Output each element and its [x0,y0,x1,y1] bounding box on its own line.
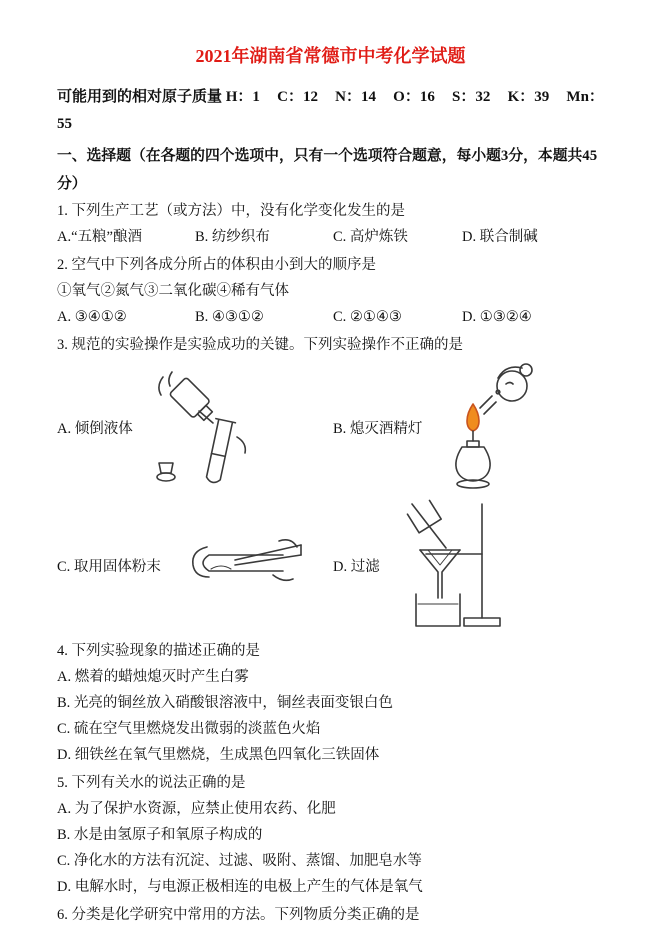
mass-entry-o: O：16 [393,89,435,105]
q3-option-a [57,360,333,494]
q2-option-b: B. ④③①② [195,309,264,325]
q3-option-d-label: D. 过滤 [333,558,380,575]
question-5-stem: 5. 下列有关水的说法正确的是 [57,775,246,791]
q5-option-b: B. 水是由氢原子和氧原子构成的 [57,827,263,843]
q3-option-a-label: A. 倾倒液体 [57,420,133,437]
adding-solid-powder-illustration-icon [177,529,312,601]
q4-option-a: A. 燃着的蜡烛熄灭时产生白雾 [57,669,249,685]
q5-option-d: D. 电解水时，与电源正极相连的电极上产生的气体是氧气 [57,879,423,895]
atomic-mass-line [57,84,604,110]
question-3-options [57,360,604,632]
atomic-mass-wrapped-value: 55 [57,116,72,132]
mass-entry-s: S：32 [452,89,491,105]
q2-option-c: C. ②①④③ [333,309,402,325]
question-2-items: ①氧气②氮气③二氧化碳④稀有气体 [57,283,289,299]
question-2-options [57,304,604,330]
question-1 [57,198,604,250]
q3-option-c-label: C. 取用固体粉末 [57,558,161,575]
question-6-stem: 6. 分类是化学研究中常用的方法。下列物质分类正确的是 [57,907,420,923]
question-3-stem: 3. 规范的实验操作是实验成功的关键。下列实验操作不正确的是 [57,337,463,353]
question-4-stem: 4. 下列实验现象的描述正确的是 [57,643,260,659]
question-1-options [57,224,604,250]
q4-option-b: B. 光亮的铜丝放入硝酸银溶液中，铜丝表面变银白色 [57,695,393,711]
mass-entry-mn: Mn： [566,89,604,105]
q4-option-d: D. 细铁丝在氧气里燃烧，生成黑色四氧化三铁固体 [57,747,380,763]
pouring-liquid-illustration-icon [149,367,261,487]
q5-option-c: C. 净化水的方法有沉淀、过滤、吸附、蒸馏、加肥皂水等 [57,853,422,869]
section-1-title: 一、选择题（在各题的四个选项中，只有一个选项符合题意，每小题3分，本题共45分） [57,148,598,192]
mass-entry-k: K：39 [507,89,550,105]
q2-option-d: D. ①③②④ [462,309,532,325]
q1-option-c: C. 高炉炼铁 [333,229,408,245]
question-1-stem: 1. 下列生产工艺（或方法）中，没有化学变化发生的是 [57,203,405,219]
q5-option-a: A. 为了保护水资源，应禁止使用农药、化肥 [57,801,336,817]
question-6 [57,902,604,928]
mass-entry-c: C：12 [277,89,318,105]
question-4 [57,638,604,768]
q3-option-d [333,498,604,632]
q3-option-b-label: B. 熄灭酒精灯 [333,420,423,437]
q4-option-c: C. 硫在空气里燃烧发出微弱的淡蓝色火焰 [57,721,321,737]
q3-option-c [57,498,333,632]
q1-option-a: A.“五粮”酿酒 [57,229,142,245]
question-2 [57,252,604,330]
page-title: 2021年湖南省常德市中考化学试题 [195,46,466,66]
mass-entry-n: N：14 [335,89,376,105]
atomic-mass-label: 可能用到的相对原子质量 H：1 [57,89,260,105]
q2-option-a: A. ③④①② [57,309,127,325]
q1-option-b: B. 纺纱织布 [195,229,270,245]
question-2-stem: 2. 空气中下列各成分所占的体积由小到大的顺序是 [57,257,376,273]
q3-option-b [333,360,604,494]
extinguish-alcohol-lamp-illustration-icon [438,360,538,494]
q1-option-d: D. 联合制碱 [462,229,538,245]
question-5 [57,770,604,900]
filtration-illustration-icon [396,498,502,632]
question-3 [57,332,604,632]
